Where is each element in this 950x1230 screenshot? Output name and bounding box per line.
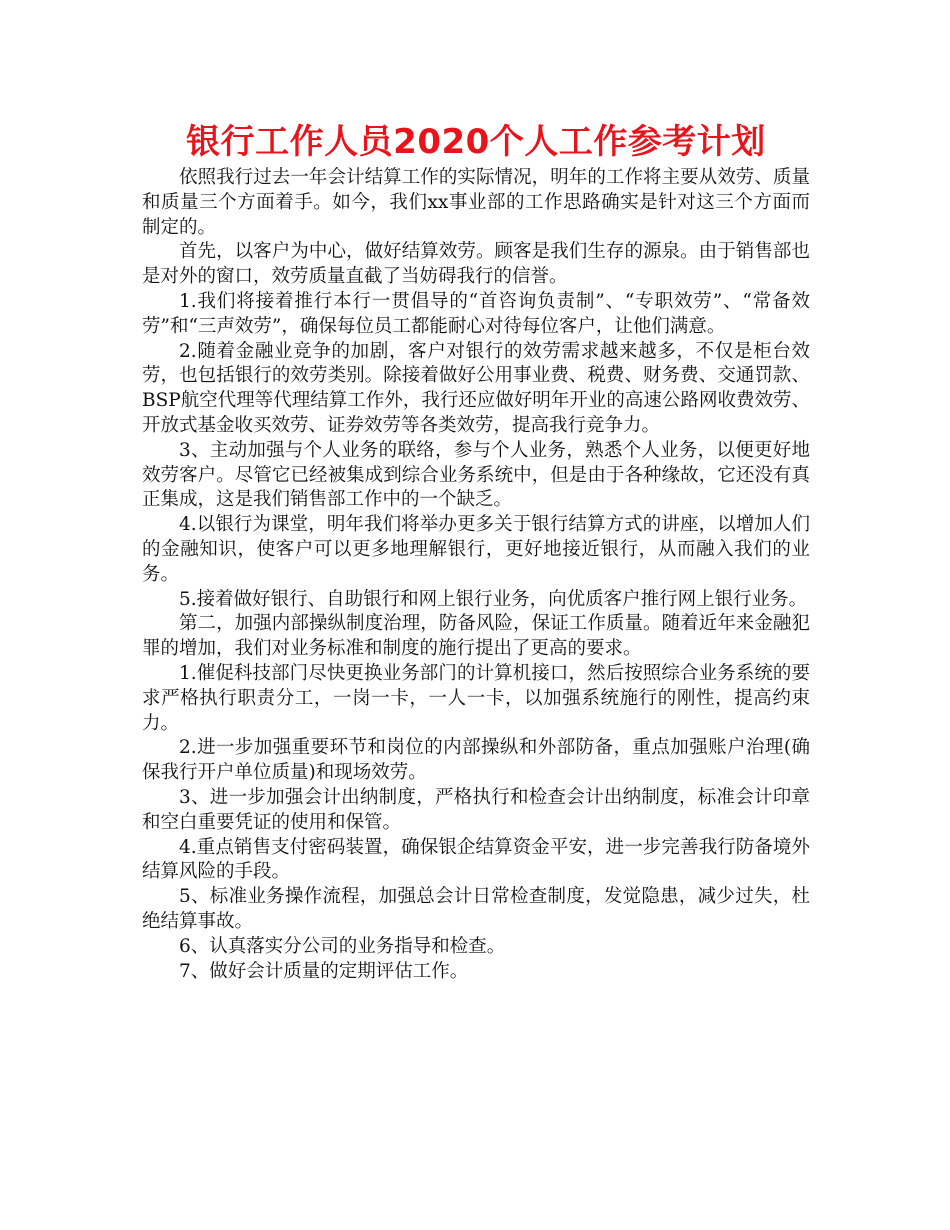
paragraph-item-1-2: 2.随着金融业竞争的加剧，客户对银行的效劳需求越来越多，不仅是柜台效劳，也包括银行的效劳类别。除接着做好公用事业费、税费、财务费、交通罚款、BSP航空代理等代理结算工作外，我行还应做好明年开业的高速公路网收费效劳、开放式基金收买效劳、证券效劳等各类效劳，提高我行竞争力。 [142,340,810,436]
document-body [142,166,810,984]
paragraph-item-2-5: 5、标准业务操作流程，加强总会计日常检查制度，发觉隐患，减少过失，杜绝结算事故。 [142,886,810,932]
paragraph-item-1-4: 4.以银行为课堂，明年我们将举办更多关于银行结算方式的讲座，以增加人们的金融知识，使客户可以更多地理解银行，更好地接近银行，从而融入我们的业务。 [142,514,810,585]
paragraph-section-1: 首先，以客户为中心，做好结算效劳。顾客是我们生存的源泉。由于销售部也是对外的窗口，效劳质量直截了当妨碍我行的信誉。 [142,241,810,288]
document-title: 银行工作人员2020个人工作参考计划 [186,122,766,162]
paragraph-item-2-3: 3、进一步加强会计出纳制度，严格执行和检查会计出纳制度，标准会计印章和空白重要凭证的使用和保管。 [142,786,810,833]
paragraph-section-2: 第二，加强内部操纵制度治理，防备风险，保证工作质量。随着近年来金融犯罪的增加，我们对业务标准和制度的施行提出了更高的要求。 [142,613,810,660]
paragraph-item-1-5: 5.接着做好银行、自助银行和网上银行业务，向优质客户推行网上银行业务。 [179,588,808,610]
paragraph-item-2-4: 4.重点销售支付密码装置，确保银企结算资金平安，进一步完善我行防备境外结算风险的手段。 [142,836,810,883]
paragraph-intro: 依照我行过去一年会计结算工作的实际情况，明年的工作将主要从效劳、质量和质量三个方面着手。如今，我们xx事业部的工作思路确实是针对这三个方面而制定的。 [142,167,810,238]
paragraph-item-2-1: 1.催促科技部门尽快更换业务部门的计算机接口，然后按照综合业务系统的要求严格执行职责分工，一岗一卡，一人一卡，以加强系统施行的刚性，提高约束力。 [142,662,810,734]
paragraph-item-1-3: 3、主动加强与个人业务的联络，参与个人业务，熟悉个人业务，以便更好地效劳客户。尽管它已经被集成到综合业务系统中，但是由于各种缘故，它还没有真正集成，这是我们销售部工作中的一个缺乏。 [142,439,810,511]
paragraph-item-2-7: 7、做好会计质量的定期评估工作。 [179,960,469,982]
document-page [142,118,810,984]
paragraph-item-2-2: 2.进一步加强重要环节和岗位的内部操纵和外部防备，重点加强账户治理(确保我行开户单位质量)和现场效劳。 [142,737,810,784]
paragraph-item-1-1: 1.我们将接着推行本行一贯倡导的“首咨询负责制”、“专职效劳”、“常备效劳”和“三声效劳”，确保每位员工都能耐心对待每位客户，让他们满意。 [142,290,810,337]
paragraph-item-2-6: 6、认真落实分公司的业务指导和检查。 [179,935,506,957]
